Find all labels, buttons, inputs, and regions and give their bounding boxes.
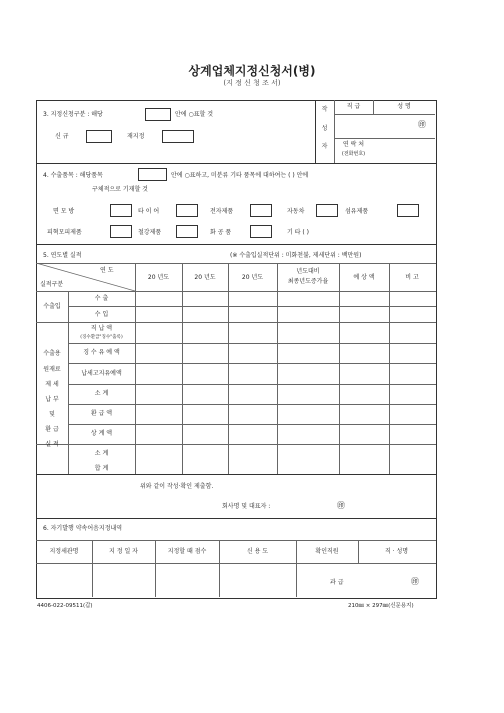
item-label-7: 철강제품: [138, 229, 162, 236]
sec6-header-1: 지정세관명: [49, 548, 79, 555]
row-refund: 환 급 액: [90, 410, 113, 417]
table-line-4: [36, 322, 436, 323]
position-header: 직 급: [346, 103, 361, 110]
table-line-10: [36, 444, 436, 445]
sec6-header-3: 지정할 때 점수: [167, 548, 207, 555]
item-box-1[interactable]: [110, 204, 132, 217]
item-checkbox[interactable]: [138, 168, 167, 181]
new-checkbox[interactable]: [86, 130, 112, 143]
row-direct-sub: (징수환급"징수"출록): [80, 335, 123, 340]
name-header: 성 명: [397, 103, 411, 110]
table-col-4: [228, 263, 229, 474]
group-label-2: 원재료: [43, 366, 61, 373]
item-label-4: 자동차: [287, 208, 305, 215]
sec6-header-6: 직 · 성명: [384, 548, 409, 555]
sec3-label: 3. 지정신청구분 : 해당: [43, 111, 103, 118]
table-line-5: [68, 343, 436, 344]
table-line-9: [68, 424, 436, 425]
group-label-3: 제 세: [45, 381, 59, 388]
item-label-5: 섬유제품: [345, 208, 369, 215]
item-label-8: 화 공 품: [210, 229, 232, 236]
table-col-6: [339, 263, 340, 474]
form-subtitle: (지 정 신 청 조 서): [223, 79, 281, 87]
sec5-note: (※ 수출입실적단위 : 미화천불, 제세단위 : 백만원): [230, 252, 362, 259]
item-label-2: 타 이 어: [138, 208, 160, 215]
table-col-2: [135, 263, 136, 474]
corner-top-label: 연 도: [100, 267, 114, 274]
row-total: 합 계: [94, 465, 109, 472]
group-label-5: 및: [49, 411, 55, 418]
table-line-8: [68, 404, 436, 405]
group-export-import: 수출입: [43, 303, 61, 310]
table-line-3: [68, 306, 436, 307]
year-header-1: 20 년도: [147, 274, 170, 281]
rep-label: 회사명 및 대표자 :: [222, 503, 271, 510]
signer-seal: ㊞: [418, 120, 426, 129]
sec6-header-bottom: [36, 563, 436, 564]
sec4-top-line: [36, 163, 436, 164]
row-deferred: 징 수 유 예 액: [83, 349, 120, 356]
row-offset: 상 계 액: [90, 430, 113, 437]
confirm-text: 위와 같이 작성·확인 제출함.: [140, 483, 214, 490]
form-code: 4406-022-09511(갑): [37, 603, 93, 609]
row-import: 수 입: [94, 311, 109, 318]
group-label-4: 납 부: [45, 396, 59, 403]
table-line-7: [68, 384, 436, 385]
item-label-3: 전자제품: [210, 208, 234, 215]
sec5-label: 5. 연도별 실적: [43, 252, 82, 259]
sec6-header-top: [36, 540, 436, 541]
sec6-header-5: 확인직원: [315, 548, 339, 555]
forecast-header: 예 상 액: [353, 274, 375, 281]
row-subtotal-2: 소 계: [94, 450, 109, 457]
group-label-6: 환 급: [45, 426, 59, 433]
sec3-mark-text: 안에 ○표할 것: [175, 111, 214, 118]
sec4-label: 4. 수출품목 : 해당품목: [43, 172, 103, 179]
item-box-6[interactable]: [110, 225, 132, 238]
year-header-2: 20 년도: [194, 274, 216, 281]
sec6-header-4: 신 용 도: [246, 548, 269, 555]
signer-row-line-2: [334, 138, 435, 139]
item-box-4[interactable]: [316, 204, 338, 217]
item-box-3[interactable]: [250, 204, 272, 217]
ratio-header-line1: 년도대비: [296, 268, 320, 275]
signer-side-3: 자: [321, 143, 328, 150]
table-line-6: [68, 363, 436, 364]
item-box-2[interactable]: [176, 204, 198, 217]
row-direct: 직 납 액: [90, 325, 113, 332]
item-box-8[interactable]: [250, 225, 272, 238]
ratio-header-line2: 최종년도증가율: [287, 278, 329, 285]
item-label-6: 피혁모피제품: [47, 229, 82, 236]
item-box-7[interactable]: [176, 225, 198, 238]
table-col-5: [277, 263, 278, 474]
signer-side-2: 성: [321, 125, 328, 132]
year-header-3: 20 년도: [241, 274, 264, 281]
contact-sub-label: (전화번호): [341, 151, 366, 157]
table-bottom-line: [36, 474, 436, 475]
rep-seal: ㊞: [337, 501, 345, 510]
renew-label: 재지정: [127, 133, 145, 140]
contact-label: 연 락 처: [342, 141, 365, 148]
sec6-seal: ㊞: [411, 577, 419, 586]
corner-bottom-label: 실적구분: [40, 281, 64, 288]
sec6-header-2: 지 정 일 자: [109, 548, 138, 555]
form-title: 상계업체지정신청서(병): [188, 64, 316, 78]
signer-side-1: 작: [321, 106, 328, 113]
row-export: 수 출: [94, 295, 109, 302]
item-box-5[interactable]: [397, 204, 419, 217]
row-subtotal-1: 소 계: [94, 390, 109, 397]
table-col-7: [389, 263, 390, 474]
apply-type-checkbox[interactable]: [145, 108, 171, 121]
item-label-9: 기 타 ( ): [287, 229, 309, 236]
sec6-top-line: [36, 518, 436, 519]
sec6-label: 6. 자기발행 약속어음지정내역: [43, 525, 123, 532]
signer-row-line: [334, 114, 435, 115]
item-label-1: 면 모 방: [53, 208, 75, 215]
sec4-mark-text: 안에 ○표하고, 미분류 기타 품목에 대하여는 ( ) 안에: [171, 172, 309, 179]
paper-size: 210㎜ × 297㎜(신문용지): [348, 603, 414, 609]
row-notice-deferred: 납세고지유예액: [81, 370, 122, 377]
sec4-line2: 구체적으로 기재할 것: [92, 186, 148, 193]
group-label-7: 실 적: [45, 441, 59, 448]
remark-header: 비 고: [405, 274, 419, 281]
rank-label: 과 급: [330, 579, 344, 586]
renew-checkbox[interactable]: [162, 130, 194, 143]
new-label: 신 규: [55, 133, 69, 140]
group-label-1: 수출용: [43, 350, 61, 357]
sec5-top-line: [36, 244, 436, 245]
table-col-3: [182, 263, 183, 474]
